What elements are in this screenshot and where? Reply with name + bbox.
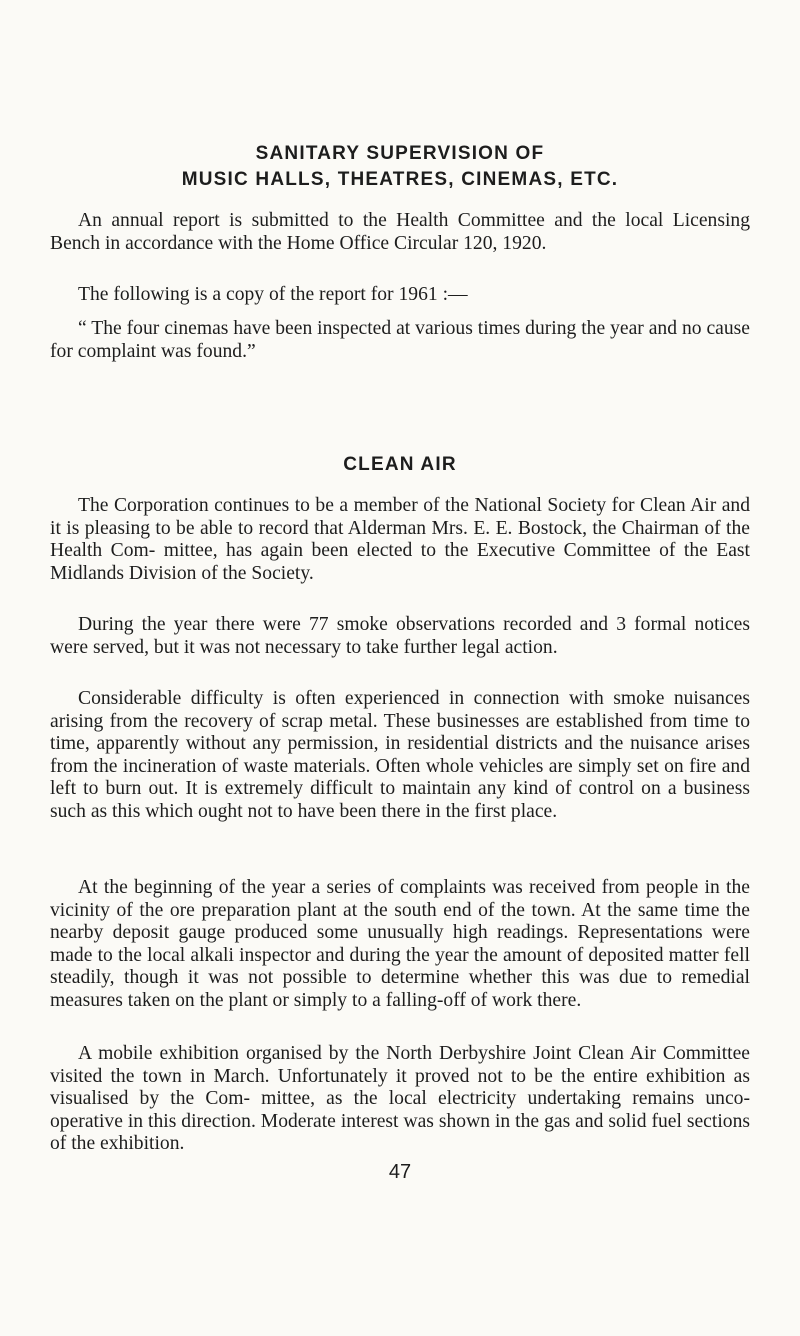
section-heading-sanitary-supervision: SANITARY SUPERVISION OF — [255, 143, 545, 164]
section-heading-clean-air: CLEAN AIR — [343, 454, 457, 475]
paragraph-ore-plant-complaints: At the beginning of the year a series of complaints was received from people in the vicinity of the ore preparation plant at the south end of the town. At the same time the nearby deposit gauge produced some unusually high readings. Representations were made to the local alkali inspector and during the year the amount of deposited matter fell steadily, though it was not possible to determine whether this was due to remedial measures taken on the plant or simply to a falling-off of work there. — [50, 877, 750, 1011]
paragraph-national-society: The Corporation continues to be a member of the National Society for Clean Air and it is pleasing to be able to record that Alderman Mrs. E. E. Bostock, the Chairman of the Health Com- mittee, has again been elected to the Executive Committee of the East Midlands Division of the Society. — [50, 495, 750, 584]
paragraph-scrap-metal: Considerable difficulty is often experienced in connection with smoke nuisances arising from the recovery of scrap metal. These businesses are established from time to time, apparently without any permission, in residential districts and the nuisance arises from the incineration of waste materials. Often whole vehicles are simply set on fire and left to burn out. It is extremely difficult to maintain any kind of control on a business such as this which ought not to have been there in the first place. — [50, 688, 750, 822]
paragraph-cinemas-quote: “ The four cinemas have been inspected at various times during the year and no cause for complaint was found.” — [50, 318, 750, 362]
page-number: 47 — [388, 1161, 412, 1183]
paragraph-report-copy-intro: The following is a copy of the report for 1961 :— — [78, 284, 468, 305]
paragraph-smoke-observations: During the year there were 77 smoke observations recorded and 3 formal notices were served, but it was not necessary to take further legal action. — [50, 614, 750, 658]
section-heading-music-halls: MUSIC HALLS, THEATRES, CINEMAS, ETC. — [181, 169, 619, 190]
paragraph-mobile-exhibition: A mobile exhibition organised by the North Derbyshire Joint Clean Air Committee visited the town in March. Unfortunately it proved not to be the entire exhibition as visualised by the Com- mittee, as the local electricity undertaking remains unco-operative in this direction. Moderate interest was shown in the gas and solid fuel sections of the exhibition. — [50, 1043, 750, 1154]
paragraph-annual-report: An annual report is submitted to the Health Committee and the local Licensing Bench in accordance with the Home Office Circular 120, 1920. — [50, 210, 750, 254]
